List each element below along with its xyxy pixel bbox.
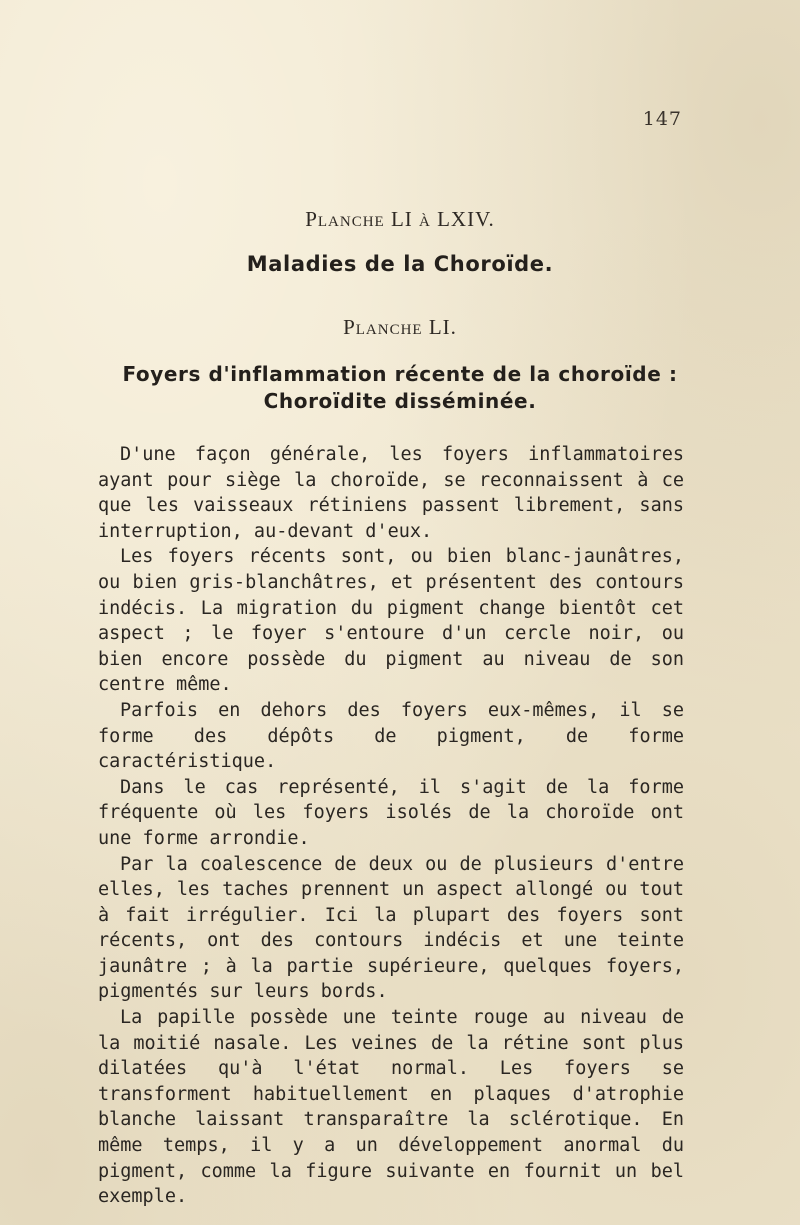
plate-title	[0, 361, 800, 415]
plate-title-line-2: Choroïdite disséminée.	[263, 389, 537, 413]
plate-title-line-1: Foyers d'inflammation récente de la choroïde :	[122, 362, 678, 386]
page-number: 147	[642, 108, 682, 130]
paragraph: D'une façon générale, les foyers inflammatoires ayant pour siège la choroïde, se reconnaissent à ce que les vaisseaux rétiniens passent librement, sans interruption, au-devant d'eux.	[98, 444, 684, 542]
paragraph: La papille possède une teinte rouge au niveau de la moitié nasale. Les veines de la rétine sont plus dilatées qu'à l'état normal. Les foyers se transforment habituellement en plaques d'atrophie blanche laissant transparaître la sclérotique. En même temps, il y a un développement anormal du pigment, comme la figure suivante en fournit un bel exemple.	[98, 1007, 684, 1208]
section-title: Maladies de la Choroïde.	[246, 252, 554, 276]
paragraph: Par la coalescence de deux ou de plusieurs d'entre elles, les taches prennent un aspect allongé ou tout à fait irrégulier. Ici la plupart des foyers sont récents, ont des contours indécis et une teinte jaunâtre ; à la partie supérieure, quelques foyers, pigmentés sur leurs bords.	[98, 853, 684, 1003]
plates-range-heading: Planche LI à LXIV.	[305, 207, 495, 231]
body-text	[98, 442, 684, 1210]
paragraph: Parfois en dehors des foyers eux-mêmes, il se forme des dépôts de pigment, de forme caractéristique.	[98, 699, 684, 773]
paragraph: Les foyers récents sont, ou bien blanc-jaunâtres, ou bien gris-blanchâtres, et présentent des contours indécis. La migration du pigment change bientôt cet aspect ; le foyer s'entoure d'un cercle noir, ou bien encore possède du pigment au niveau de son centre même.	[98, 546, 684, 696]
paragraph: Dans le cas représenté, il s'agit de la forme fréquente où les foyers isolés de la choroïde ont une forme arrondie.	[98, 776, 684, 849]
plate-heading: Planche LI.	[343, 315, 457, 339]
